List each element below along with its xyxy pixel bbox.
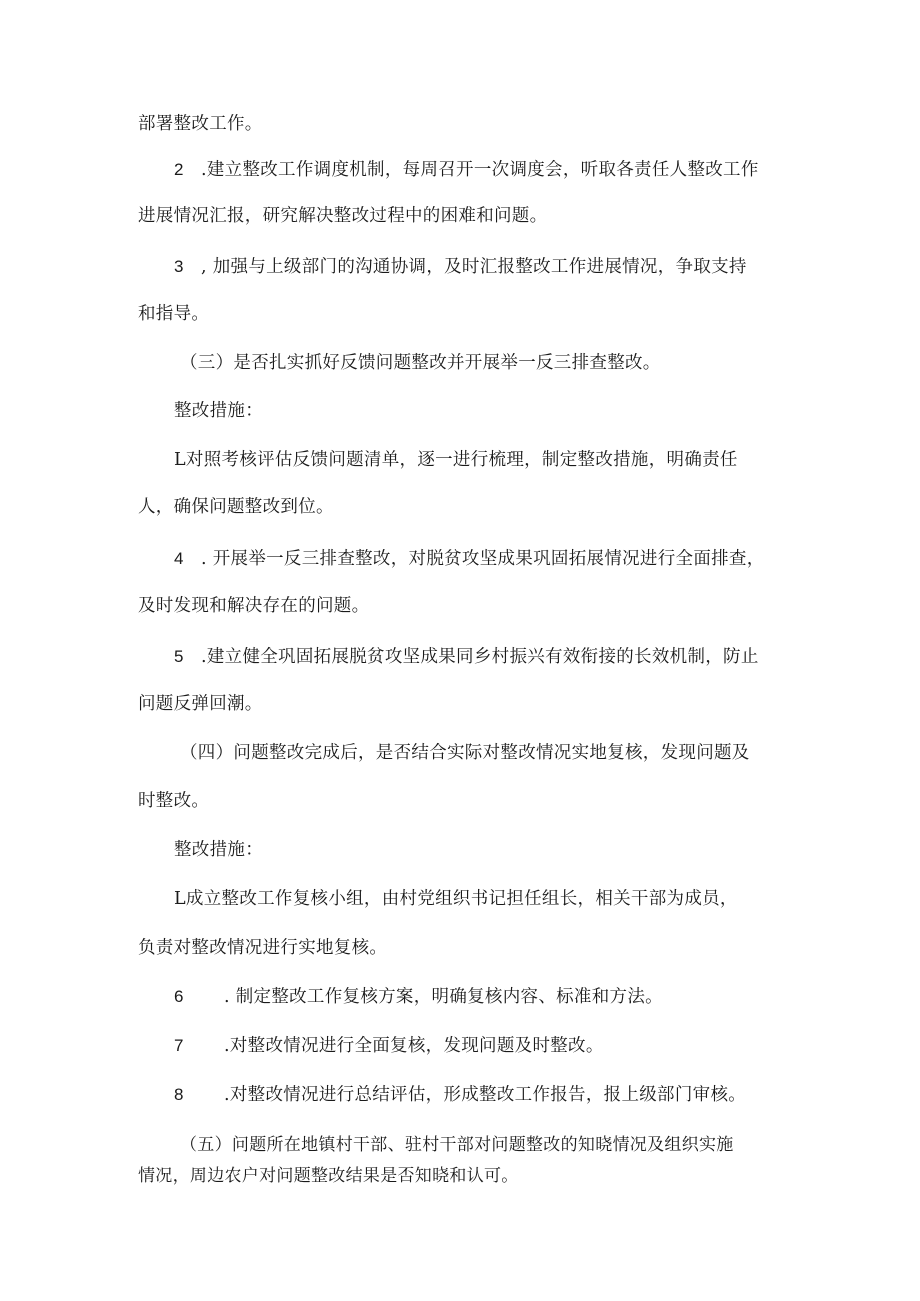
paragraph-line <box>138 936 387 960</box>
measures-label <box>174 838 263 862</box>
paragraph-line <box>174 158 759 182</box>
line-text: .建立健全巩固拓展脱贫攻坚成果同乡村振兴有效衔接的长效机制，防止 <box>201 647 759 667</box>
line-text: . 制定整改工作复核方案，明确复核内容、标准和方法。 <box>224 987 663 1007</box>
list-number: 5 <box>174 647 184 666</box>
line-text: 人，确保问题整改到位。 <box>138 497 334 517</box>
line-text: 及时发现和解决存在的问题。 <box>138 596 370 616</box>
paragraph-line <box>174 887 738 911</box>
line-text: 部署整改工作。 <box>138 114 263 134</box>
list-number: 4 <box>174 549 184 568</box>
line-text: . 开展举一反三排查整改，对脱贫攻坚成果巩固拓展情况进行全面排查， <box>201 549 765 569</box>
line-text: .对整改情况进行全面复核，发现问题及时整改。 <box>224 1036 604 1056</box>
list-number: 8 <box>174 1085 184 1104</box>
line-text: 进展情况汇报，研究解决整改过程中的困难和问题。 <box>138 206 548 226</box>
section-heading <box>180 741 750 765</box>
list-number: 2 <box>174 160 184 179</box>
section-heading <box>180 1134 734 1156</box>
paragraph-line <box>138 495 334 519</box>
line-text: , 加强与上级部门的沟通协调，及时汇报整改工作进展情况，争取支持 <box>201 257 747 277</box>
line-text: .对整改情况进行总结评估，形成整改工作报告，报上级部门审核。 <box>224 1085 747 1105</box>
line-text: （三）是否扎实抓好反馈问题整改并开展举一反三排查整改。 <box>180 353 661 373</box>
line-text: L对照考核评估反馈问题清单，逐一进行梳理，制定整改措施，明确责任 <box>174 450 738 470</box>
paragraph-line <box>174 1083 746 1107</box>
line-text: 整改措施： <box>174 401 263 421</box>
line-text: （四）问题整改完成后，是否结合实际对整改情况实地复核，发现问题及 <box>180 743 750 763</box>
line-text: .建立整改工作调度机制，每周召开一次调度会，听取各责任人整改工作 <box>201 160 759 180</box>
paragraph-line <box>174 547 765 571</box>
paragraph-line <box>174 1034 604 1058</box>
paragraph-line <box>138 692 263 716</box>
paragraph-line <box>174 448 738 472</box>
line-text: （五）问题所在地镇村干部、驻村干部对问题整改的知晓情况及组织实施 <box>180 1135 734 1155</box>
line-text: L成立整改工作复核小组，由村党组织书记担任组长，相关干部为成员， <box>174 889 738 909</box>
paragraph-line <box>174 985 663 1009</box>
paragraph-line <box>138 302 209 326</box>
list-number: 3 <box>174 257 184 276</box>
line-text: 问题反弹回潮。 <box>138 694 263 714</box>
line-text: 情况，周边农户对问题整改结果是否知晓和认可。 <box>138 1166 519 1186</box>
line-text: 负责对整改情况进行实地复核。 <box>138 938 388 958</box>
paragraph-line <box>138 789 209 813</box>
paragraph-line <box>138 1165 519 1187</box>
line-text: 整改措施： <box>174 840 263 860</box>
paragraph-line <box>138 204 547 228</box>
measures-label <box>174 399 263 423</box>
line-text: 时整改。 <box>138 791 210 811</box>
list-number: 7 <box>174 1036 184 1055</box>
paragraph-line <box>174 645 759 669</box>
paragraph-line <box>174 255 747 279</box>
paragraph-line <box>138 112 263 136</box>
list-number: 6 <box>174 987 184 1006</box>
line-text: 和指导。 <box>138 304 210 324</box>
section-heading <box>180 351 661 375</box>
paragraph-line <box>138 594 369 618</box>
